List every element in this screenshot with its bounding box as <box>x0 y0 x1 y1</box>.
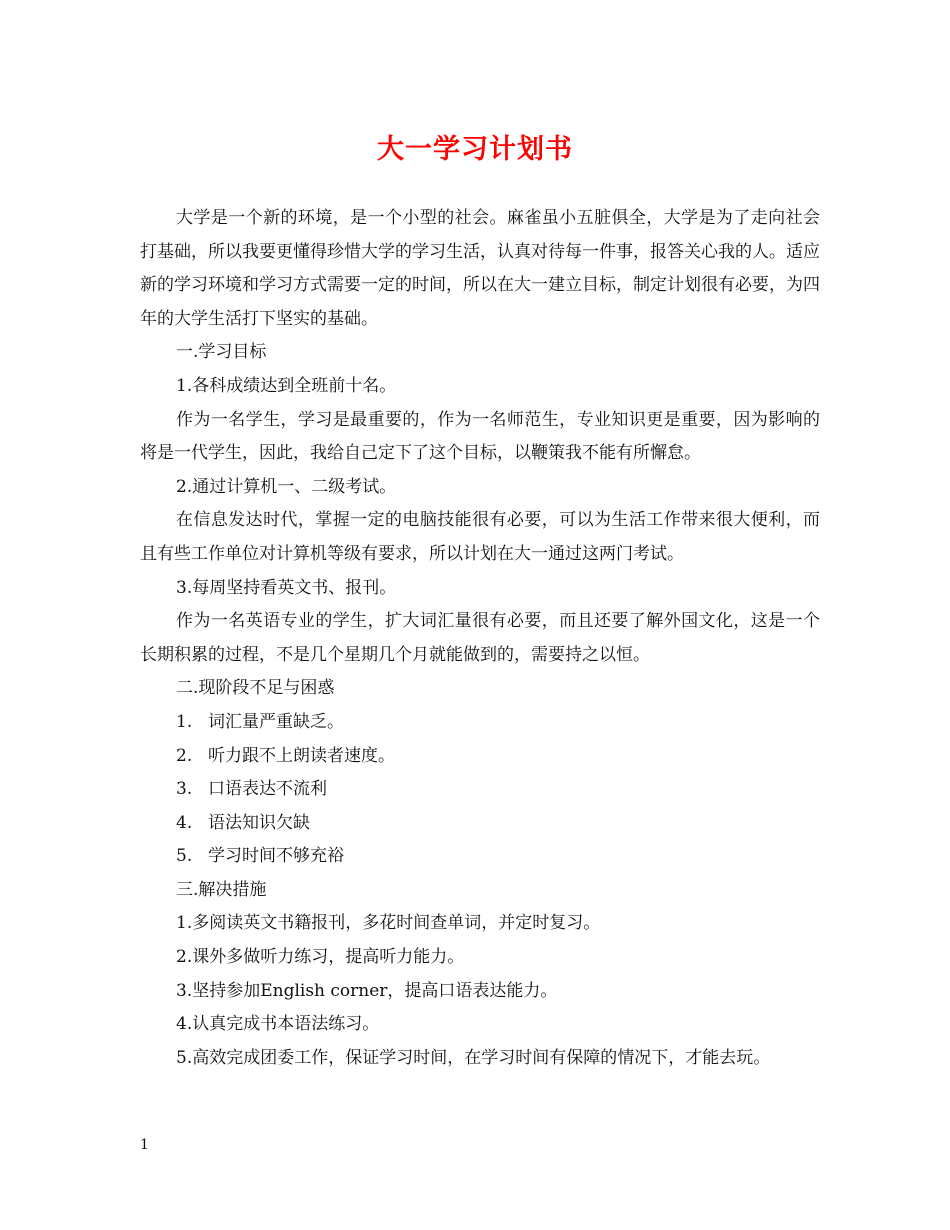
section-heading-solutions: 三.解决措施 <box>176 879 267 900</box>
intro-paragraph: 大学是一个新的环境，是一个小型的社会。麻雀虽小五脏俱全，大学是为了走向社会打基础，所以我要更懂得珍惜大学的学习生活，认真对待每一件事，报答关心我的人。适应新的学习环境和学习方式需要一定的时间，所以在大一建立目标，制定计划很有必要，为四年的大学生活打下坚实的基础。 <box>140 208 820 329</box>
goal-item-3: 3.每周坚持看英文书、报刊。 <box>176 577 397 598</box>
list-number: 4. <box>176 812 193 833</box>
document-title: 大一学习计划书 <box>377 134 573 165</box>
goal-item-1-description: 作为一名学生，学习是最重要的，作为一名师范生，专业知识更是重要，因为影响的将是一代学生，因此，我给自己定下了这个目标，以鞭策我不能有所懈怠。 <box>140 409 820 464</box>
shortcoming-item <box>140 773 820 807</box>
shortcoming-item <box>140 740 820 774</box>
list-number: 2. <box>176 745 193 766</box>
solution-item: 5.高效完成团委工作，保证学习时间，在学习时间有保障的情况下，才能去玩。 <box>176 1047 771 1068</box>
list-number: 3. <box>176 779 193 800</box>
shortcoming-item <box>140 807 820 841</box>
goal-item-2: 2.通过计算机一、二级考试。 <box>176 476 397 497</box>
list-text: 听力跟不上朗读者速度。 <box>208 745 395 766</box>
solution-item: 1.多阅读英文书籍报刊，多花时间查单词，并定时复习。 <box>176 913 601 934</box>
goal-item-1: 1.各科成绩达到全班前十名。 <box>176 375 397 396</box>
list-text: 词汇量严重缺乏。 <box>208 711 344 732</box>
shortcoming-item <box>140 840 820 874</box>
goal-item-3-description: 作为一名英语专业的学生，扩大词汇量很有必要，而且还要了解外国文化，这是一个长期积累的过程，不是几个星期几个月就能做到的，需要持之以恒。 <box>140 611 820 665</box>
list-text: 口语表达不流利 <box>208 779 327 800</box>
page-number: 1 <box>140 1137 149 1153</box>
solution-item: 4.认真完成书本语法练习。 <box>176 1014 380 1035</box>
list-number: 1. <box>176 711 193 732</box>
shortcoming-item <box>140 706 820 740</box>
section-heading-shortcomings: 二.现阶段不足与困惑 <box>176 678 335 699</box>
goal-item-2-description: 在信息发达时代，掌握一定的电脑技能很有必要，可以为生活工作带来很大便利，而且有些工作单位对计算机等级有要求，所以计划在大一通过这两门考试。 <box>140 510 820 564</box>
solution-item: 2.课外多做听力练习，提高听力能力。 <box>176 947 465 968</box>
document-body <box>140 202 820 1075</box>
list-text: 学习时间不够充裕 <box>208 846 344 867</box>
solution-item: 3.坚持参加English corner，提高口语表达能力。 <box>176 980 558 1001</box>
section-heading-goals: 一.学习目标 <box>176 342 267 363</box>
list-text: 语法知识欠缺 <box>208 812 310 833</box>
list-number: 5. <box>176 846 193 867</box>
